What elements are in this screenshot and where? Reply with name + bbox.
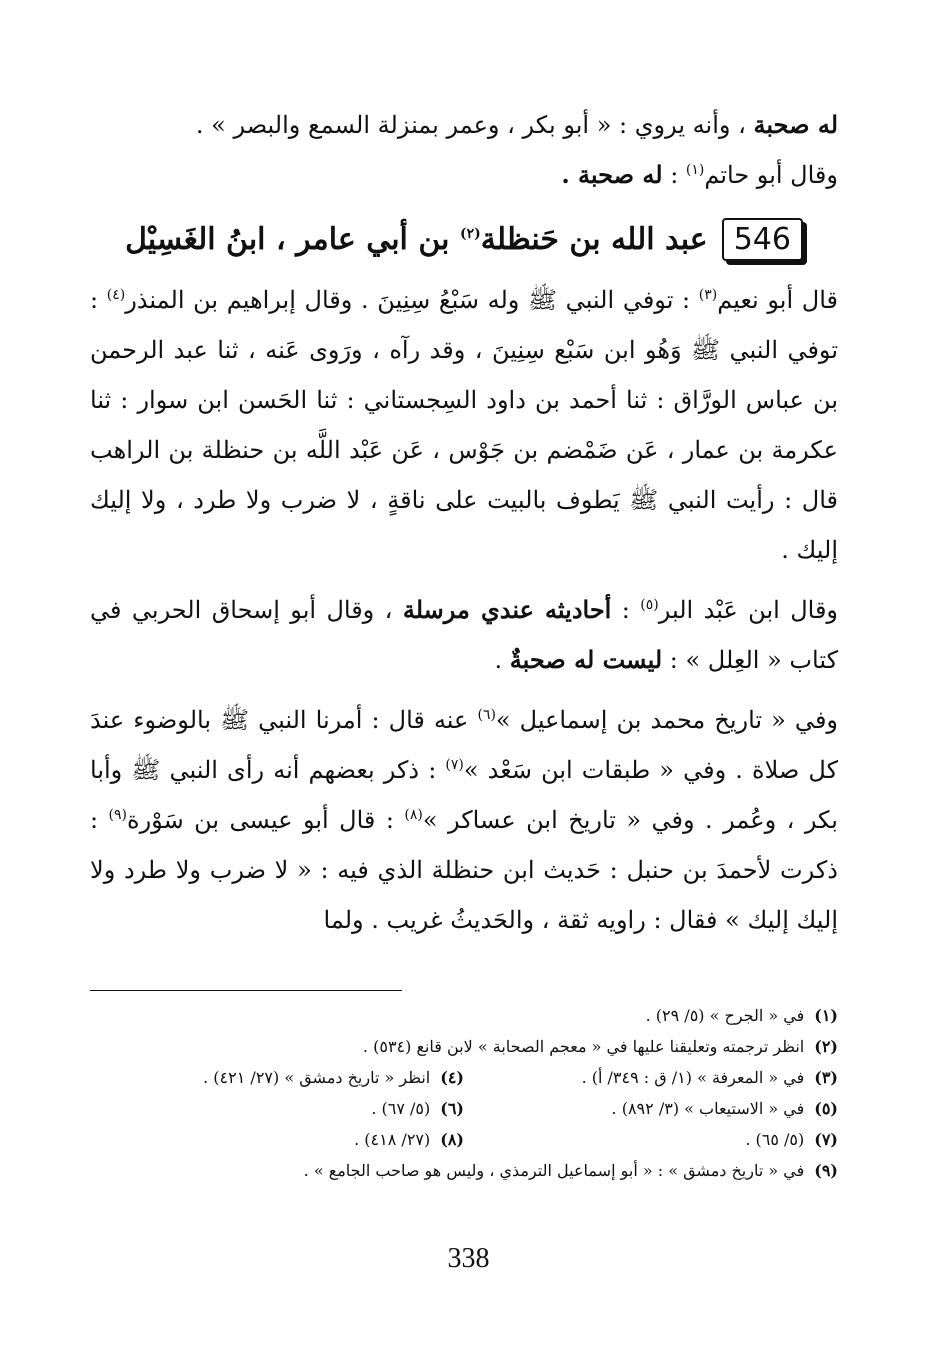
footnote-key: (٧)	[814, 1130, 838, 1149]
main-text	[90, 100, 838, 945]
text-run: : ذكر بعضهم أنه رأى النبي ﷺ وأبا بكر ، وعُمر . وفي « تاريخ ابن عساكر »	[90, 756, 838, 834]
text-run: ، وأنه يروي : « أبو بكر ، وعمر بمنزلة السمع والبصر » .	[195, 111, 746, 139]
footnote-row	[90, 1124, 838, 1155]
footnotes	[90, 1000, 838, 1186]
text-run: قال أبو نعيم	[717, 286, 839, 314]
footnote-ref[interactable]: (٦)	[477, 707, 496, 723]
footnote-text: انظر ترجمته وتعليقنا عليها في « معجم الصحابة » لابن قانع (٥٣٤) .	[362, 1037, 805, 1056]
footnote-key: (١)	[814, 1006, 838, 1025]
paragraph-opinions	[90, 585, 838, 685]
bold-phrase: له صحبة .	[561, 160, 663, 189]
footnote-ref[interactable]: (٥)	[640, 597, 659, 613]
paragraph-sources	[90, 695, 838, 945]
text-run: وقال ابن عَبْد البر	[658, 596, 839, 624]
footnote-text: (٢٧/ ٤١٨) .	[354, 1130, 431, 1149]
footnote-text: في « الاستيعاب » (٣/ ٨٩٢) .	[611, 1099, 805, 1118]
text-run: ، وقال أبو إسحاق الحربي في كتاب « العِلل » :	[90, 596, 838, 674]
paragraph-intro	[90, 100, 838, 200]
footnote-5	[464, 1093, 838, 1124]
title-part: بن أبي عامر ، ابنُ الغَسِيْل	[125, 222, 460, 257]
footnote-ref[interactable]: (٢)	[459, 226, 481, 242]
footnote-ref[interactable]: (٤)	[106, 287, 126, 303]
footnote-key: (٤)	[440, 1068, 464, 1087]
footnote-1	[90, 1000, 838, 1031]
footnote-row	[90, 1093, 838, 1124]
bold-phrase: ليست له صحبةٌ	[509, 645, 663, 674]
footnote-4	[90, 1062, 464, 1093]
page-number: 338	[447, 1243, 490, 1274]
title-part: عبد الله بن حَنظلة	[480, 222, 708, 257]
footnote-7	[464, 1124, 838, 1155]
footnote-ref[interactable]: (١)	[685, 162, 705, 178]
footnote-key: (٦)	[440, 1099, 464, 1118]
footnote-2	[90, 1031, 838, 1062]
bold-phrase: أحاديثه عندي مرسلة	[402, 595, 612, 624]
footnote-6	[90, 1093, 464, 1124]
footnote-text: (٥/ ٦٥) .	[745, 1130, 805, 1149]
text-run: .	[494, 646, 510, 674]
entry-number-box: 546	[722, 218, 803, 261]
footnote-key: (٩)	[814, 1161, 838, 1180]
footnote-text: في « المعرفة » (١/ ق : ٣٤٩/ أ) .	[581, 1068, 805, 1087]
footnote-ref[interactable]: (٣)	[698, 287, 718, 303]
footnote-key: (٥)	[814, 1099, 838, 1118]
text-run: وقال أبو حاتم	[704, 161, 838, 189]
text-run: وفي « تاريخ محمد بن إسماعيل »	[495, 706, 839, 734]
footnote-3	[464, 1062, 838, 1093]
footnote-ref[interactable]: (٨)	[404, 807, 423, 823]
text-run: : ذكرت لأحمدَ بن حنبل : حَديث ابن حنظلة الذي فيه : « لا ضرب ولا طرد ولا إليك إليك » فقال : راويه ثقة ، والحَديثُ غريب . ولما	[90, 806, 838, 934]
text-run: :	[662, 161, 686, 189]
footnote-text: في « تاريخ دمشق » : « أبو إسماعيل الترمذي ، وليس هو صاحب الجامع » .	[303, 1161, 805, 1180]
text-run: : قال أبو عيسى بن سَوْرة	[127, 806, 405, 834]
text-run: : توفي النبي ﷺ وله سَبْعُ سِنِينَ . وقال إبراهيم بن المنذر	[125, 286, 699, 314]
footnote-8	[90, 1124, 464, 1155]
footnote-9	[90, 1155, 838, 1186]
bold-phrase: له صحبة	[753, 110, 838, 139]
footnote-key: (٣)	[814, 1068, 838, 1087]
footnote-ref[interactable]: (٩)	[108, 807, 128, 823]
text-run: :	[611, 596, 641, 624]
paragraph-narration	[90, 275, 838, 575]
footnote-divider	[90, 990, 402, 991]
footnote-ref[interactable]: (٧)	[445, 757, 464, 773]
text-run: : توفي النبي ﷺ وَهُو ابن سَبْع سِنِينَ ، وقد رآه ، ورَوى عَنه ، ثنا عبد الرحمن بن عباس الورَّاق : ثنا أحمد بن داود السِجستاني : ثنا الحَسن ابن سوار : ثنا عكرمة بن عمار ، عَن ضَمْضم بن جَوْس ، عَن عَبْد اللَّه بن حنظلة بن الراهب قال : رأيت النبي ﷺ يَطوف بالبيت على ناقةٍ ، لا ضرب ولا طرد ، ولا إليك إليك .	[90, 286, 838, 564]
footnote-text: في « الجرح » (٥/ ٢٩) .	[645, 1006, 805, 1025]
entry-title	[125, 222, 708, 257]
text-run: عنه قال : أمرنا النبي ﷺ بالوضوء عندَ كل صلاة . وفي « طبقات ابن سَعْد »	[90, 706, 838, 784]
footnote-text: (٥/ ٦٧) .	[371, 1099, 431, 1118]
footnote-text: انظر « تاريخ دمشق » (٢٧/ ٤٢١) .	[203, 1068, 431, 1087]
footnote-row	[90, 1062, 838, 1093]
footnote-key: (٨)	[440, 1130, 464, 1149]
entry-heading	[90, 218, 838, 261]
footnote-key: (٢)	[814, 1037, 838, 1056]
